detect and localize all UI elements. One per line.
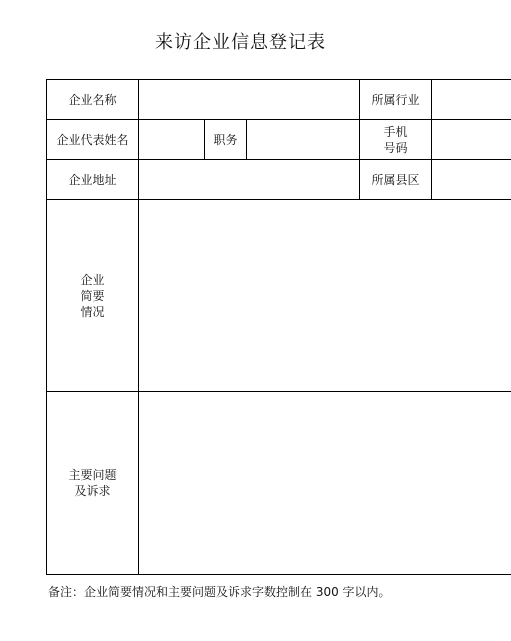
phone-label-line2: 号码 [383, 140, 408, 155]
profile-label-line1: 企业 [80, 272, 105, 287]
form-title: 来访企业信息登记表 [155, 32, 326, 53]
company-name-field[interactable] [139, 80, 360, 120]
table-row-profile [47, 200, 511, 392]
issues-label [47, 392, 139, 575]
profile-field[interactable] [139, 200, 511, 392]
table-row-company-name [47, 80, 511, 120]
address-field[interactable] [139, 160, 360, 200]
position-label: 职务 [205, 120, 247, 160]
footnote: 备注：企业简要情况和主要问题及诉求字数控制在 300 字以内。 [48, 585, 391, 599]
table-row-issues [47, 392, 511, 575]
industry-label: 所属行业 [360, 80, 432, 120]
phone-label [360, 120, 432, 160]
phone-field[interactable] [432, 120, 511, 160]
rep-name-field[interactable] [139, 120, 205, 160]
profile-label-line3: 情况 [80, 304, 105, 319]
issues-label-line2: 及诉求 [74, 484, 111, 498]
county-field[interactable] [432, 160, 511, 200]
table-row-representative [47, 120, 511, 160]
issues-label-line1: 主要问题 [68, 468, 117, 482]
position-field[interactable] [247, 120, 360, 160]
phone-label-line1: 手机 [383, 124, 408, 139]
county-label: 所属县区 [360, 160, 432, 200]
industry-field[interactable] [432, 80, 511, 120]
registration-table [46, 79, 511, 575]
rep-name-label: 企业代表姓名 [47, 120, 139, 160]
profile-label-line2: 简要 [80, 288, 105, 303]
company-name-label: 企业名称 [47, 80, 139, 120]
issues-field[interactable] [139, 392, 511, 575]
profile-label [47, 200, 139, 392]
table-row-address [47, 160, 511, 200]
address-label: 企业地址 [47, 160, 139, 200]
